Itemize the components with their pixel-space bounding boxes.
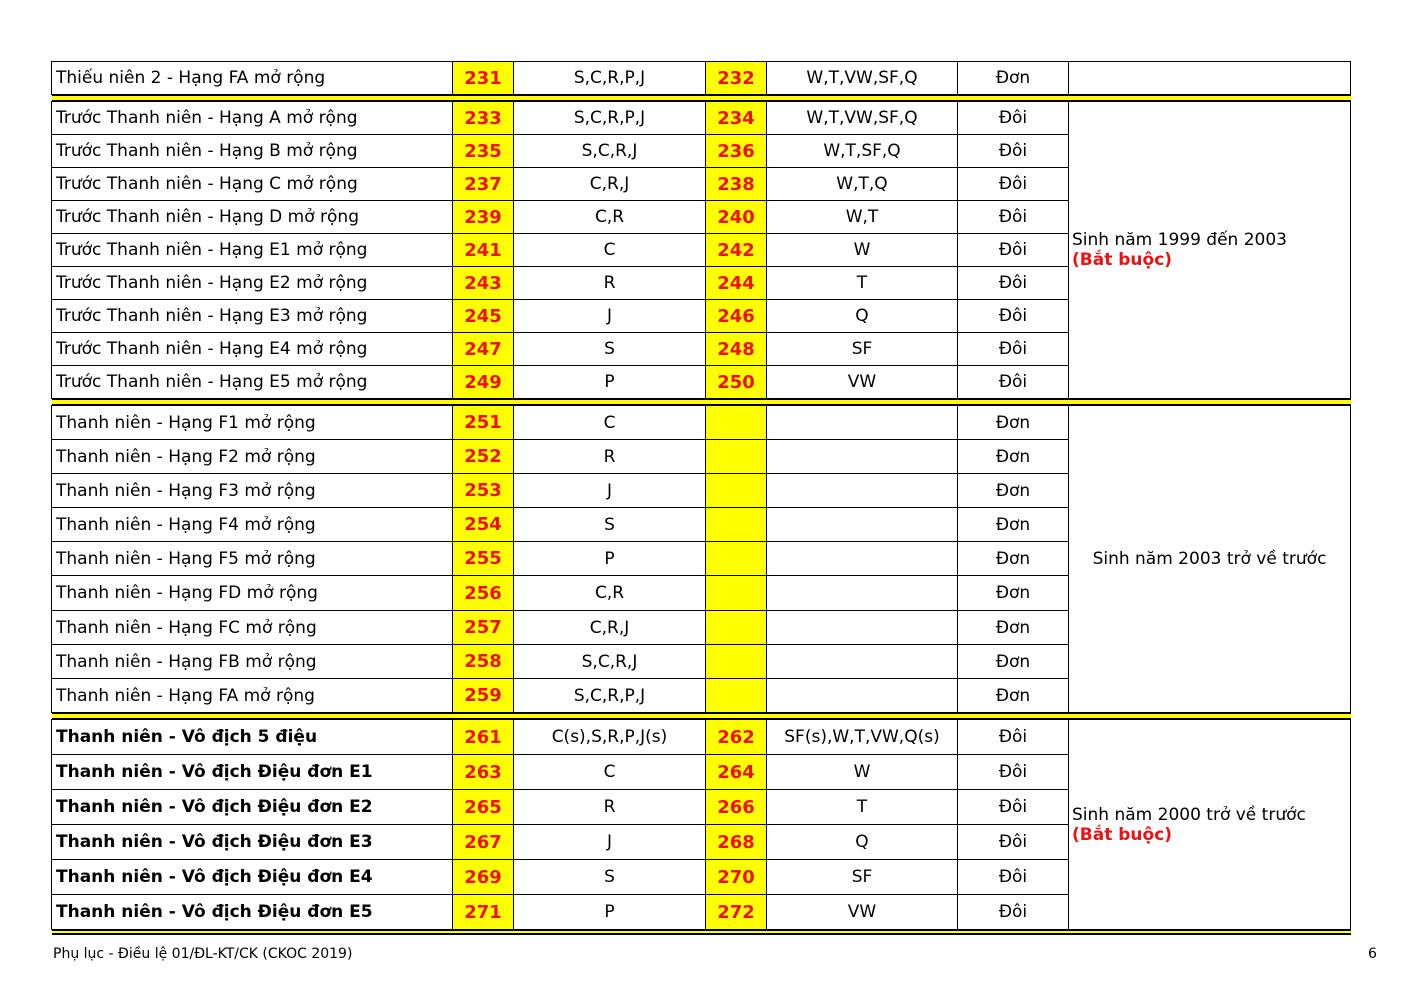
separator-band — [52, 930, 1351, 935]
event-code-cell: 238 — [706, 168, 767, 201]
event-code-cell: 240 — [706, 201, 767, 234]
entry-type-cell: Đơn — [958, 508, 1069, 542]
category-name-cell: Trước Thanh niên - Hạng E5 mở rộng — [52, 366, 453, 399]
section-separator — [52, 713, 1351, 720]
footer-page-number: 6 — [1368, 946, 1377, 962]
event-code-cell: 251 — [453, 406, 514, 440]
category-name-cell: Thiếu niên 2 - Hạng FA mở rộng — [52, 62, 453, 95]
dances-cell: S — [514, 333, 706, 366]
dances-cell: C — [514, 234, 706, 267]
event-code-cell: 239 — [453, 201, 514, 234]
category-name-cell: Thanh niên - Vô địch Điệu đơn E4 — [52, 860, 453, 895]
event-code-cell: 237 — [453, 168, 514, 201]
dances-cell: W,T,Q — [767, 168, 958, 201]
eligibility-note-cell — [1069, 102, 1351, 399]
event-code-cell: 270 — [706, 860, 767, 895]
dances-cell: VW — [767, 366, 958, 399]
entry-type-cell: Đôi — [958, 267, 1069, 300]
dances-cell: Q — [767, 300, 958, 333]
dances-cell — [767, 508, 958, 542]
entry-type-cell: Đơn — [958, 576, 1069, 611]
dances-cell: W,T,SF,Q — [767, 135, 958, 168]
birth-year-requirement: Sinh năm 2000 trở về trước — [1072, 804, 1306, 825]
dances-cell: C(s),S,R,P,J(s) — [514, 720, 706, 755]
category-name-cell: Thanh niên - Vô địch Điệu đơn E5 — [52, 895, 453, 930]
event-code-cell: 250 — [706, 366, 767, 399]
event-code-cell: 252 — [453, 440, 514, 474]
entry-type-cell: Đơn — [958, 679, 1069, 713]
event-code-cell: 265 — [453, 790, 514, 825]
dances-cell: S — [514, 860, 706, 895]
dances-cell: T — [767, 267, 958, 300]
table-row — [52, 102, 1351, 135]
category-name-cell: Trước Thanh niên - Hạng E2 mở rộng — [52, 267, 453, 300]
dances-cell — [767, 406, 958, 440]
table-row — [52, 406, 1351, 440]
dances-cell: P — [514, 895, 706, 930]
dances-cell: S,C,R,P,J — [514, 102, 706, 135]
event-code-cell: 271 — [453, 895, 514, 930]
category-name-cell: Thanh niên - Hạng F3 mở rộng — [52, 474, 453, 508]
dances-cell: C,R — [514, 201, 706, 234]
event-code-cell: 242 — [706, 234, 767, 267]
table-row — [52, 62, 1351, 95]
category-name-cell: Thanh niên - Hạng FB mở rộng — [52, 645, 453, 679]
event-code-cell: 258 — [453, 645, 514, 679]
separator-band — [52, 95, 1351, 102]
event-code-cell: 264 — [706, 755, 767, 790]
event-code-cell: 249 — [453, 366, 514, 399]
entry-type-cell: Đôi — [958, 755, 1069, 790]
event-code-cell — [706, 679, 767, 713]
entry-type-cell: Đôi — [958, 860, 1069, 895]
dances-cell: C,R — [514, 576, 706, 611]
event-code-cell — [706, 611, 767, 645]
entry-type-cell: Đơn — [958, 542, 1069, 576]
category-name-cell: Thanh niên - Hạng FD mở rộng — [52, 576, 453, 611]
event-code-cell — [706, 406, 767, 440]
dances-cell: S — [514, 508, 706, 542]
birth-year-requirement: Sinh năm 1999 đến 2003 — [1072, 230, 1287, 250]
entry-type-cell: Đôi — [958, 825, 1069, 860]
dances-cell: S,C,R,P,J — [514, 62, 706, 95]
dances-cell: R — [514, 440, 706, 474]
dances-cell: W,T,VW,SF,Q — [767, 102, 958, 135]
dances-cell: J — [514, 474, 706, 508]
event-code-cell: 261 — [453, 720, 514, 755]
event-code-cell: 266 — [706, 790, 767, 825]
event-code-cell — [706, 508, 767, 542]
entry-type-cell: Đơn — [958, 62, 1069, 95]
event-code-cell: 248 — [706, 333, 767, 366]
mandatory-label: (Bắt buộc) — [1072, 250, 1173, 270]
event-code-cell — [706, 440, 767, 474]
section-separator — [52, 930, 1351, 935]
footer-document-reference: Phụ lục - Điều lệ 01/ĐL-KT/CK (CKOC 2019) — [53, 946, 353, 962]
category-name-cell: Thanh niên - Hạng F5 mở rộng — [52, 542, 453, 576]
event-code-cell: 245 — [453, 300, 514, 333]
dances-cell: J — [514, 825, 706, 860]
category-name-cell: Trước Thanh niên - Hạng E1 mở rộng — [52, 234, 453, 267]
event-code-cell — [706, 576, 767, 611]
dances-cell: J — [514, 300, 706, 333]
event-code-cell: 234 — [706, 102, 767, 135]
event-code-cell: 262 — [706, 720, 767, 755]
category-name-cell: Thanh niên - Hạng F2 mở rộng — [52, 440, 453, 474]
dances-cell: W,T,VW,SF,Q — [767, 62, 958, 95]
category-name-cell: Trước Thanh niên - Hạng E4 mở rộng — [52, 333, 453, 366]
birth-year-requirement: Sinh năm 2003 trở về trước — [1092, 549, 1327, 569]
eligibility-note-cell — [1069, 720, 1351, 930]
event-code-cell: 243 — [453, 267, 514, 300]
event-code-cell: 254 — [453, 508, 514, 542]
category-name-cell: Thanh niên - Vô địch Điệu đơn E3 — [52, 825, 453, 860]
section-separator — [52, 95, 1351, 102]
category-name-cell: Trước Thanh niên - Hạng E3 mở rộng — [52, 300, 453, 333]
dances-cell: R — [514, 790, 706, 825]
entry-type-cell: Đôi — [958, 135, 1069, 168]
dances-cell: SF(s),W,T,VW,Q(s) — [767, 720, 958, 755]
category-name-cell: Thanh niên - Hạng F1 mở rộng — [52, 406, 453, 440]
event-code-cell: 268 — [706, 825, 767, 860]
event-code-cell: 263 — [453, 755, 514, 790]
category-name-cell: Trước Thanh niên - Hạng C mở rộng — [52, 168, 453, 201]
entry-type-cell: Đôi — [958, 366, 1069, 399]
dances-cell — [767, 679, 958, 713]
event-code-cell: 259 — [453, 679, 514, 713]
entry-type-cell: Đơn — [958, 474, 1069, 508]
dances-cell: C,R,J — [514, 168, 706, 201]
entry-type-cell: Đôi — [958, 300, 1069, 333]
event-code-cell: 269 — [453, 860, 514, 895]
entry-type-cell: Đơn — [958, 406, 1069, 440]
entry-type-cell: Đôi — [958, 234, 1069, 267]
entry-type-cell: Đôi — [958, 102, 1069, 135]
category-name-cell: Trước Thanh niên - Hạng B mở rộng — [52, 135, 453, 168]
dances-cell: R — [514, 267, 706, 300]
event-code-cell: 255 — [453, 542, 514, 576]
entry-type-cell: Đôi — [958, 333, 1069, 366]
dances-cell: SF — [767, 333, 958, 366]
dances-cell: SF — [767, 860, 958, 895]
event-code-cell: 253 — [453, 474, 514, 508]
event-code-cell: 232 — [706, 62, 767, 95]
event-code-cell: 257 — [453, 611, 514, 645]
dances-cell — [767, 542, 958, 576]
event-code-cell: 236 — [706, 135, 767, 168]
dances-cell: C — [514, 406, 706, 440]
dances-cell: P — [514, 366, 706, 399]
entry-type-cell: Đôi — [958, 720, 1069, 755]
entry-type-cell: Đôi — [958, 790, 1069, 825]
event-code-cell — [706, 474, 767, 508]
entry-type-cell: Đơn — [958, 440, 1069, 474]
dances-cell: S,C,R,P,J — [514, 679, 706, 713]
mandatory-label: (Bắt buộc) — [1072, 824, 1173, 845]
event-code-cell: 235 — [453, 135, 514, 168]
event-code-cell: 244 — [706, 267, 767, 300]
event-code-cell: 246 — [706, 300, 767, 333]
event-code-cell — [706, 542, 767, 576]
eligibility-note-cell — [1069, 62, 1351, 95]
event-code-cell: 233 — [453, 102, 514, 135]
category-name-cell: Thanh niên - Hạng FC mở rộng — [52, 611, 453, 645]
category-name-cell: Thanh niên - Vô địch 5 điệu — [52, 720, 453, 755]
dances-cell: S,C,R,J — [514, 645, 706, 679]
event-code-cell: 231 — [453, 62, 514, 95]
dances-cell: Q — [767, 825, 958, 860]
dances-cell — [767, 474, 958, 508]
dances-cell — [767, 611, 958, 645]
category-name-cell: Thanh niên - Vô địch Điệu đơn E1 — [52, 755, 453, 790]
entry-type-cell: Đơn — [958, 611, 1069, 645]
dances-cell: C,R,J — [514, 611, 706, 645]
section-separator — [52, 399, 1351, 406]
dances-cell: T — [767, 790, 958, 825]
entry-type-cell: Đôi — [958, 201, 1069, 234]
event-code-cell: 272 — [706, 895, 767, 930]
dances-cell: P — [514, 542, 706, 576]
event-code-cell: 241 — [453, 234, 514, 267]
event-code-cell: 256 — [453, 576, 514, 611]
dances-cell — [767, 440, 958, 474]
separator-band — [52, 713, 1351, 720]
event-code-cell: 247 — [453, 333, 514, 366]
competition-table — [51, 61, 1351, 935]
dances-cell: W — [767, 755, 958, 790]
dances-cell: C — [514, 755, 706, 790]
separator-band — [52, 399, 1351, 406]
dances-cell: S,C,R,J — [514, 135, 706, 168]
dances-cell: W — [767, 234, 958, 267]
category-name-cell: Trước Thanh niên - Hạng A mở rộng — [52, 102, 453, 135]
category-name-cell: Thanh niên - Vô địch Điệu đơn E2 — [52, 790, 453, 825]
eligibility-note-cell — [1069, 406, 1351, 713]
dances-cell: VW — [767, 895, 958, 930]
entry-type-cell: Đôi — [958, 895, 1069, 930]
entry-type-cell: Đơn — [958, 645, 1069, 679]
category-name-cell: Thanh niên - Hạng FA mở rộng — [52, 679, 453, 713]
category-name-cell: Thanh niên - Hạng F4 mở rộng — [52, 508, 453, 542]
entry-type-cell: Đôi — [958, 168, 1069, 201]
dances-cell — [767, 645, 958, 679]
table-row — [52, 720, 1351, 755]
event-code-cell: 267 — [453, 825, 514, 860]
category-name-cell: Trước Thanh niên - Hạng D mở rộng — [52, 201, 453, 234]
dances-cell: W,T — [767, 201, 958, 234]
dances-cell — [767, 576, 958, 611]
event-code-cell — [706, 645, 767, 679]
